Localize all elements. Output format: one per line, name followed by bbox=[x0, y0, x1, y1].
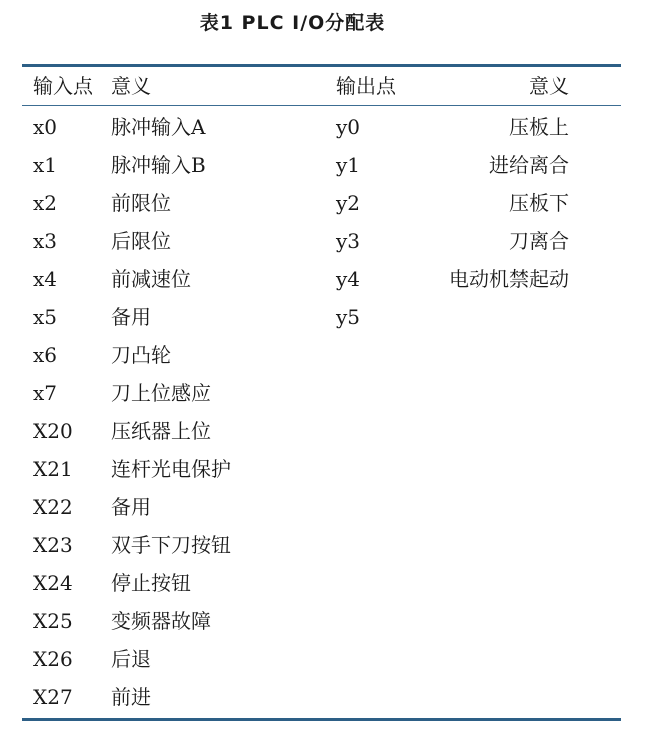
cell-input-point: x2 bbox=[33, 191, 58, 215]
table-row bbox=[0, 678, 645, 716]
cell-input-meaning: 变频器故障 bbox=[111, 609, 211, 633]
table-row bbox=[0, 146, 645, 184]
cell-input-meaning: 刀上位感应 bbox=[111, 381, 211, 405]
table-row bbox=[0, 640, 645, 678]
cell-output-meaning: 压板上 bbox=[509, 115, 569, 139]
table-row bbox=[0, 450, 645, 488]
cell-input-point: X20 bbox=[33, 419, 73, 443]
cell-input-point: X25 bbox=[33, 609, 73, 633]
table-row bbox=[0, 222, 645, 260]
cell-input-meaning: 备用 bbox=[111, 305, 151, 329]
cell-input-point: X24 bbox=[33, 571, 73, 595]
table-row bbox=[0, 488, 645, 526]
table-caption: 表1 PLC I/O分配表 bbox=[199, 12, 386, 34]
cell-input-meaning: 前减速位 bbox=[111, 267, 191, 291]
cell-input-meaning: 双手下刀按钮 bbox=[111, 533, 231, 557]
table-row bbox=[0, 108, 645, 146]
table-row bbox=[0, 336, 645, 374]
cell-output-meaning: 进给离合 bbox=[489, 153, 569, 177]
cell-output-meaning: 电动机禁起动 bbox=[449, 267, 569, 291]
cell-input-meaning: 连杆光电保护 bbox=[111, 457, 231, 481]
cell-input-point: X22 bbox=[33, 495, 73, 519]
cell-input-meaning: 前进 bbox=[111, 685, 151, 709]
cell-input-point: X27 bbox=[33, 685, 73, 709]
cell-output-point: y5 bbox=[336, 305, 361, 329]
cell-input-meaning: 前限位 bbox=[111, 191, 171, 215]
table-header-rule bbox=[22, 105, 621, 106]
table-row bbox=[0, 602, 645, 640]
cell-input-point: x6 bbox=[33, 343, 58, 367]
table-bottom-rule bbox=[22, 718, 621, 721]
cell-input-meaning: 备用 bbox=[111, 495, 151, 519]
table-row bbox=[0, 526, 645, 564]
header-input-meaning: 意义 bbox=[111, 74, 151, 98]
cell-output-point: y4 bbox=[336, 267, 361, 291]
header-output-meaning: 意义 bbox=[529, 74, 569, 98]
cell-input-point: x5 bbox=[33, 305, 58, 329]
cell-input-meaning: 刀凸轮 bbox=[111, 343, 171, 367]
cell-input-point: X26 bbox=[33, 647, 73, 671]
table-row bbox=[0, 298, 645, 336]
cell-input-point: x0 bbox=[33, 115, 58, 139]
cell-input-meaning: 后限位 bbox=[111, 229, 171, 253]
cell-input-point: X21 bbox=[33, 457, 73, 481]
cell-input-point: x3 bbox=[33, 229, 58, 253]
table-row bbox=[0, 260, 645, 298]
cell-input-meaning: 脉冲输入A bbox=[111, 115, 206, 139]
cell-output-meaning: 刀离合 bbox=[509, 229, 569, 253]
cell-input-point: x1 bbox=[33, 153, 58, 177]
cell-output-meaning: 压板下 bbox=[509, 191, 569, 215]
cell-output-point: y2 bbox=[336, 191, 361, 215]
cell-output-point: y3 bbox=[336, 229, 361, 253]
table-row bbox=[0, 374, 645, 412]
cell-input-meaning: 压纸器上位 bbox=[111, 419, 211, 443]
header-output-point: 输出点 bbox=[336, 74, 396, 98]
cell-output-point: y1 bbox=[336, 153, 361, 177]
cell-input-meaning: 脉冲输入B bbox=[111, 153, 206, 177]
cell-input-point: x4 bbox=[33, 267, 58, 291]
table-row bbox=[0, 412, 645, 450]
table-row bbox=[0, 184, 645, 222]
cell-input-meaning: 停止按钮 bbox=[111, 571, 191, 595]
cell-output-point: y0 bbox=[336, 115, 361, 139]
cell-input-meaning: 后退 bbox=[111, 647, 151, 671]
header-input-point: 输入点 bbox=[33, 74, 93, 98]
table-header-row bbox=[0, 67, 645, 105]
table-row bbox=[0, 564, 645, 602]
cell-input-point: X23 bbox=[33, 533, 73, 557]
cell-input-point: x7 bbox=[33, 381, 58, 405]
